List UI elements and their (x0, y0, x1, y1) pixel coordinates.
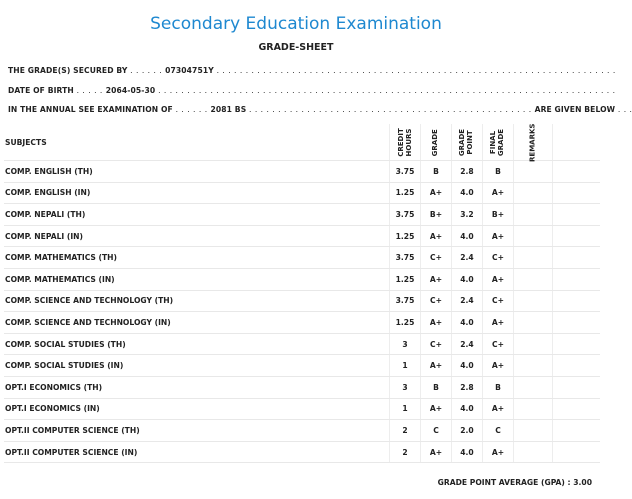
final-grade-cell: B (483, 161, 514, 183)
remarks-cell (514, 441, 553, 463)
grade-point-cell: 2.0 (452, 420, 483, 442)
info-line-exam: IN THE ANNUAL SEE EXAMINATION OF . . . . . . 2081 BS . . . . . . . . . . . . . . . . . . . . . . . . . . . . . . . . . . . . . . . . . . . . . . . . . ARE GIVEN BELOW . . . (8, 105, 632, 114)
info-line-dob: DATE OF BIRTH . . . . . 2064-05-30 . . . . . . . . . . . . . . . . . . . . . . . . . . . . . . . . . . . . . . . . . . . . . . . . . . . . . . . . . . . . . . . . . . . . . . . . . . . . . . . (8, 86, 616, 95)
credit-hours-cell: 1 (390, 398, 421, 420)
credit-hours-cell: 2 (390, 420, 421, 442)
subject-cell: COMP. SOCIAL STUDIES (IN) (4, 355, 390, 377)
subject-cell: COMP. MATHEMATICS (IN) (4, 268, 390, 290)
dob-value: 2064-05-30 (105, 86, 156, 95)
final-grade-cell: A+ (483, 355, 514, 377)
remarks-cell (514, 204, 553, 226)
grade-cell: B (421, 161, 452, 183)
subject-cell: COMP. NEPALI (IN) (4, 225, 390, 247)
table-header-row (4, 124, 600, 161)
subject-cell: COMP. SCIENCE AND TECHNOLOGY (TH) (4, 290, 390, 312)
final-grade-cell: B+ (483, 204, 514, 226)
remarks-cell (514, 225, 553, 247)
remarks-cell (514, 161, 553, 183)
grade-cell: A+ (421, 441, 452, 463)
subject-cell: COMP. ENGLISH (IN) (4, 182, 390, 204)
grade-cell: B (421, 376, 452, 398)
given-below-label: ARE GIVEN BELOW (534, 105, 616, 114)
info-line-secured: THE GRADE(S) SECURED BY . . . . . . 07304751Y . . . . . . . . . . . . . . . . . . . . . . . . . . . . . . . . . . . . . . . . . . . . . . . . . . . . . . . . . . . . . . . . . . . . . (8, 66, 616, 75)
header-grade: GRADE (421, 124, 452, 161)
grade-point-cell: 4.0 (452, 225, 483, 247)
credit-hours-cell: 3.75 (390, 290, 421, 312)
final-grade-cell: C+ (483, 290, 514, 312)
grade-cell: A+ (421, 398, 452, 420)
gpa-summary (438, 478, 592, 487)
table-row (4, 355, 600, 377)
symbol-number: 07304751Y (165, 66, 214, 75)
credit-hours-cell: 3.75 (390, 247, 421, 269)
final-grade-cell: A+ (483, 312, 514, 334)
grade-point-cell: 2.4 (452, 333, 483, 355)
grade-cell: A+ (421, 182, 452, 204)
table-row (4, 225, 600, 247)
grade-cell: A+ (421, 355, 452, 377)
grade-point-cell: 2.4 (452, 247, 483, 269)
table-row (4, 312, 600, 334)
final-grade-cell: A+ (483, 182, 514, 204)
subject-cell: COMP. SOCIAL STUDIES (TH) (4, 333, 390, 355)
grade-point-cell: 4.0 (452, 398, 483, 420)
grade-point-cell: 4.0 (452, 441, 483, 463)
grade-point-cell: 4.0 (452, 182, 483, 204)
grade-point-cell: 2.8 (452, 376, 483, 398)
grade-point-cell: 3.2 (452, 204, 483, 226)
grade-point-cell: 2.4 (452, 290, 483, 312)
table-row (4, 290, 600, 312)
table-row (4, 333, 600, 355)
table-row (4, 376, 600, 398)
remarks-cell (514, 312, 553, 334)
credit-hours-cell: 1.25 (390, 182, 421, 204)
header-remarks: REMARKS (514, 124, 553, 161)
table-row (4, 268, 600, 290)
final-grade-cell: A+ (483, 225, 514, 247)
gpa-value: 3.00 (573, 478, 592, 487)
subject-cell: OPT.I ECONOMICS (IN) (4, 398, 390, 420)
grade-table (4, 124, 600, 463)
credit-hours-cell: 2 (390, 441, 421, 463)
remarks-cell (514, 268, 553, 290)
remarks-cell (514, 333, 553, 355)
table-row (4, 204, 600, 226)
subject-cell: OPT.II COMPUTER SCIENCE (TH) (4, 420, 390, 442)
remarks-cell (514, 376, 553, 398)
table-row (4, 420, 600, 442)
subject-cell: COMP. ENGLISH (TH) (4, 161, 390, 183)
remarks-cell (514, 182, 553, 204)
exam-label: IN THE ANNUAL SEE EXAMINATION OF (8, 105, 173, 114)
credit-hours-cell: 1.25 (390, 268, 421, 290)
table-row (4, 161, 600, 183)
final-grade-cell: C+ (483, 247, 514, 269)
credit-hours-cell: 3 (390, 376, 421, 398)
grade-point-cell: 4.0 (452, 355, 483, 377)
final-grade-cell: B (483, 376, 514, 398)
table-row (4, 182, 600, 204)
gpa-label: GRADE POINT AVERAGE (GPA) : (437, 478, 571, 487)
grade-cell: B+ (421, 204, 452, 226)
grade-point-cell: 2.8 (452, 161, 483, 183)
credit-hours-cell: 1 (390, 355, 421, 377)
subject-cell: COMP. SCIENCE AND TECHNOLOGY (IN) (4, 312, 390, 334)
final-grade-cell: A+ (483, 398, 514, 420)
grade-cell: C+ (421, 290, 452, 312)
credit-hours-cell: 3.75 (390, 204, 421, 226)
grade-cell: A+ (421, 268, 452, 290)
header-final-grade: FINAL GRADE (483, 124, 514, 161)
grade-cell: A+ (421, 225, 452, 247)
exam-year: 2081 BS (210, 105, 247, 114)
grade-cell: A+ (421, 312, 452, 334)
final-grade-cell: C (483, 420, 514, 442)
header-subjects: SUBJECTS (4, 124, 390, 161)
credit-hours-cell: 3 (390, 333, 421, 355)
remarks-cell (514, 398, 553, 420)
subject-cell: COMP. MATHEMATICS (TH) (4, 247, 390, 269)
table-row (4, 441, 600, 463)
remarks-cell (514, 355, 553, 377)
grade-cell: C (421, 420, 452, 442)
dob-label: DATE OF BIRTH (8, 86, 74, 95)
page-title: Secondary Education Examination (150, 14, 442, 34)
header-grade-point: GRADE POINT (452, 124, 483, 161)
final-grade-cell: A+ (483, 441, 514, 463)
credit-hours-cell: 1.25 (390, 225, 421, 247)
credit-hours-cell: 1.25 (390, 312, 421, 334)
grade-point-cell: 4.0 (452, 268, 483, 290)
grade-cell: C+ (421, 247, 452, 269)
remarks-cell (514, 290, 553, 312)
subject-cell: OPT.II COMPUTER SCIENCE (IN) (4, 441, 390, 463)
remarks-cell (514, 247, 553, 269)
final-grade-cell: A+ (483, 268, 514, 290)
grade-point-cell: 4.0 (452, 312, 483, 334)
subject-cell: OPT.I ECONOMICS (TH) (4, 376, 390, 398)
sheet-subtitle: GRADE-SHEET (258, 42, 334, 53)
table-row (4, 247, 600, 269)
remarks-cell (514, 420, 553, 442)
secured-label: THE GRADE(S) SECURED BY (8, 66, 128, 75)
table-row (4, 398, 600, 420)
grade-cell: C+ (421, 333, 452, 355)
subject-cell: COMP. NEPALI (TH) (4, 204, 390, 226)
header-credit-hours: CREDIT HOURS (390, 124, 421, 161)
final-grade-cell: C+ (483, 333, 514, 355)
credit-hours-cell: 3.75 (390, 161, 421, 183)
